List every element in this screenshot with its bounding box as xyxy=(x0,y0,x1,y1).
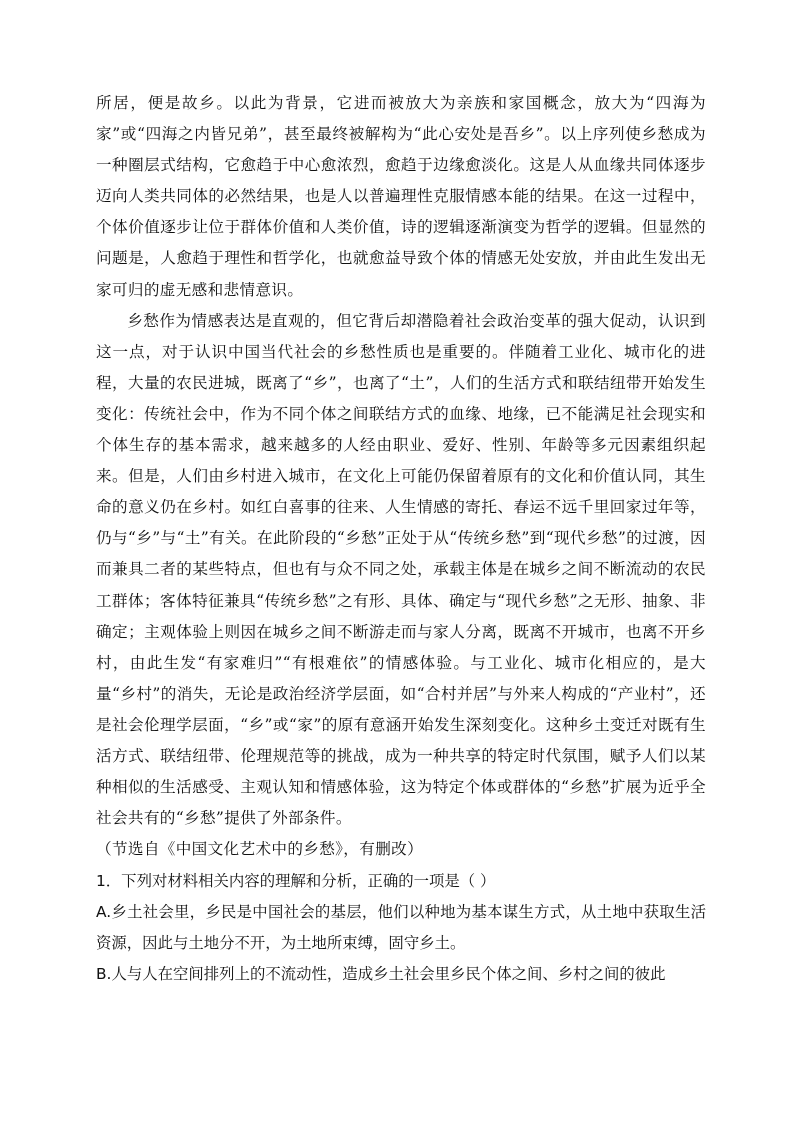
option-a: A.乡土社会里，乡民是中国社会的基层，他们以种地为基本谋生方式，从土地中获取生活资源，因此与土地分不开，为土地所束缚，固守乡土。 xyxy=(96,903,706,953)
article-paragraph-2: 乡愁作为情感表达是直观的，但它背后却潜隐着社会政治变革的强大促动，认识到这一点，对于认识中国当代社会的乡愁性质也是重要的。伴随着工业化、城市化的进程，大量的农民进城，既离了“乡”，也离了“土”，人们的生活方式和联结纽带开始发生变化：传统社会中，作为不同个体之间联结方式的血缘、地缘，已不能满足社会现实和个体生存的基本需求，越来越多的人经由职业、爱好、性别、年龄等多元因素组织起来。但是，人们由乡村进入城市，在文化上可能仍保留着原有的文化和价值认同，其生命的意义仍在乡村。如红白喜事的往来、人生情感的寄托、春运不远千里回家过年等，仍与“乡”与“土”有关。在此阶段的“乡愁”正处于从“传统乡愁”到“现代乡愁”的过渡，因而兼具二者的某些特点，但也有与众不同之处，承载主体是在城乡之间不断流动的农民工群体；客体特征兼具“传统乡愁”之有形、具体、确定与“现代乡愁”之无形、抽象、非确定；主观体验上则因在城乡之间不断游走而与家人分离，既离不开城市，也离不开乡村，由此生发“有家难归”“有根难依”的情感体验。与工业化、城市化相应的，是大量“乡村”的消失，无论是政治经济学层面，如“合村并居”与外来人构成的“产业村”，还是社会伦理学层面，“乡”或“家”的原有意涵开始发生深刻变化。这种乡土变迁对既有生活方式、联结纽带、伦理规范等的挑战，成为一种共享的特定时代氛围，赋予人们以某种相似的生活感受、主观认知和情感体验，这为特定个体或群体的“乡愁”扩展为近乎全社会共有的“乡愁”提供了外部条件。 xyxy=(96,311,706,828)
source-citation: （节选自《中国文化艺术中的乡愁》，有删改） xyxy=(96,840,424,859)
article-paragraph-1: 所居，便是故乡。以此为背景，它进而被放大为亲族和家国概念，放大为“四海为家”或“四海之内皆兄弟”，甚至最终被解构为“此心安处是吾乡”。以上序列使乡愁成为一种圈层式结构，它愈趋于中心愈浓烈，愈趋于边缘愈淡化。这是人从血缘共同体逐步迈向人类共同体的必然结果，也是人以普遍理性克服情感本能的结果。在这一过程中，个体价值逐步让位于群体价值和人类价值，诗的逻辑逐渐演变为哲学的逻辑。但显然的问题是，人愈趋于理性和哲学化，也就愈益导致个体的情感无处安放，并由此生发出无家可归的虚无感和悲情意识。 xyxy=(96,94,706,299)
option-b: B.人与人在空间排列上的不流动性，造成乡土社会里乡民个体之间、乡村之间的彼此 xyxy=(96,965,666,984)
question-1 xyxy=(96,866,706,990)
question-stem: 1．下列对材料相关内容的理解和分析，正确的一项是（ ） xyxy=(96,872,496,891)
article-body xyxy=(96,88,706,865)
